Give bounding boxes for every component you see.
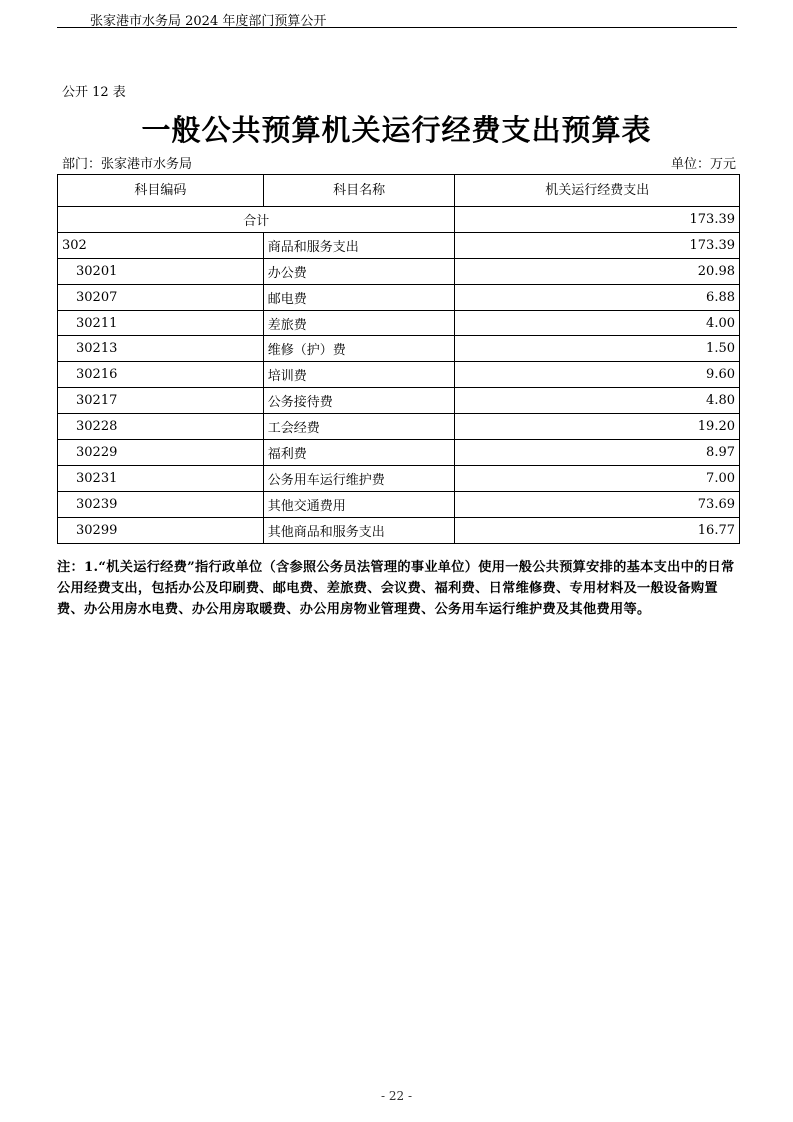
table-row [58,517,740,543]
subject-code-cell: 30229 [58,440,264,466]
total-row [58,207,740,233]
subject-code-cell: 30239 [58,491,264,517]
table-row [58,440,740,466]
budget-table [57,174,740,544]
running-header: 张家港市水务局 2024 年度部门预算公开 [90,14,327,29]
department-label: 部门：张家港市水务局 [62,157,193,172]
amount-cell: 6.88 [455,284,740,310]
table-row [58,362,740,388]
page-number: - 22 - [380,1089,412,1103]
subject-name-cell: 其他交通费用 [263,491,455,517]
amount-cell: 19.20 [455,414,740,440]
subject-name-cell: 公务接待费 [263,388,455,414]
footnote: 注：1.“机关运行经费”指行政单位（含参照公务员法管理的事业单位）使用一般公共预算安排的基本支出中的日常公用经费支出，包括办公及印刷费、邮电费、差旅费、会议费、福利费、日常维修费、专用材料及一般设备购置费、办公用房水电费、办公用房取暖费、办公用房物业管理费、公务用车运行维护费及其他费用等。 [57,560,735,617]
header-subject-code: 科目编码 [58,175,264,207]
table-row [58,258,740,284]
subject-code-cell: 30207 [58,284,264,310]
header-rule [57,27,737,28]
total-label: 合计 [58,207,455,233]
unit-label: 单位：万元 [670,157,736,172]
subject-name-cell: 工会经费 [263,414,455,440]
subject-code-cell: 302 [58,232,264,258]
table-header-row [58,175,740,207]
table-row [58,414,740,440]
amount-cell: 8.97 [455,440,740,466]
table-row [58,284,740,310]
table-row [58,465,740,491]
table-row [58,232,740,258]
amount-cell: 4.80 [455,388,740,414]
subject-code-cell: 30228 [58,414,264,440]
subject-name-cell: 差旅费 [263,310,455,336]
table-row [58,491,740,517]
amount-cell: 73.69 [455,491,740,517]
amount-cell: 4.00 [455,310,740,336]
subject-code-cell: 30231 [58,465,264,491]
amount-cell: 7.00 [455,465,740,491]
subject-name-cell: 其他商品和服务支出 [263,517,455,543]
subject-code-cell: 30299 [58,517,264,543]
total-amount: 173.39 [455,207,740,233]
amount-cell: 16.77 [455,517,740,543]
table-number: 公开 12 表 [62,85,126,100]
amount-cell: 9.60 [455,362,740,388]
amount-cell: 20.98 [455,258,740,284]
subject-code-cell: 30217 [58,388,264,414]
amount-cell: 173.39 [455,232,740,258]
subject-name-cell: 公务用车运行维护费 [263,465,455,491]
header-subject-name: 科目名称 [263,175,455,207]
page-title: 一般公共预算机关运行经费支出预算表 [141,113,652,147]
subject-name-cell: 办公费 [263,258,455,284]
subject-code-cell: 30211 [58,310,264,336]
amount-cell: 1.50 [455,336,740,362]
table-row [58,388,740,414]
subject-code-cell: 30213 [58,336,264,362]
subject-name-cell: 培训费 [263,362,455,388]
subject-code-cell: 30201 [58,258,264,284]
table-row [58,310,740,336]
subject-name-cell: 福利费 [263,440,455,466]
header-operating-expense: 机关运行经费支出 [455,175,740,207]
subject-code-cell: 30216 [58,362,264,388]
subject-name-cell: 商品和服务支出 [263,232,455,258]
subject-name-cell: 邮电费 [263,284,455,310]
subject-name-cell: 维修（护）费 [263,336,455,362]
table-row [58,336,740,362]
